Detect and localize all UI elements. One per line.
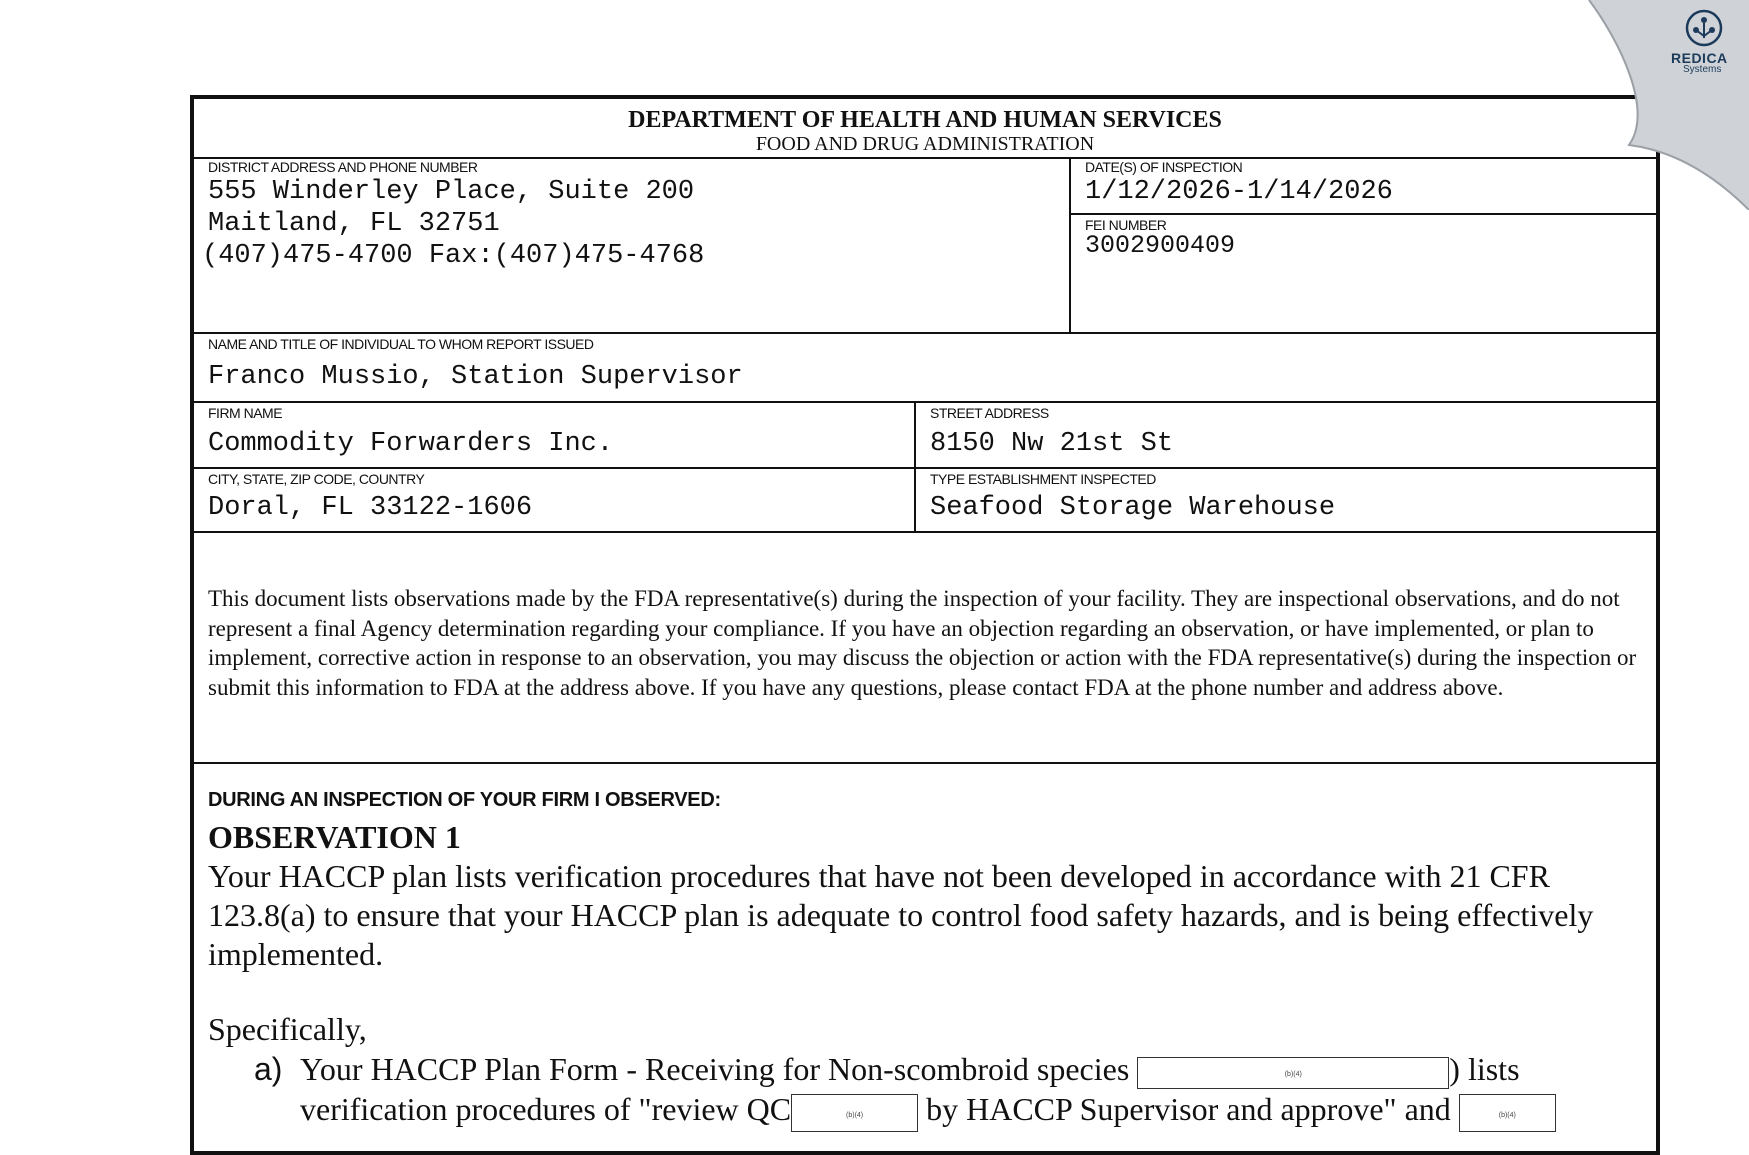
- form-header: [194, 99, 1656, 159]
- item-a-part2: ) lists: [1449, 1051, 1520, 1087]
- recipient-cell: [194, 334, 1656, 401]
- item-a-part3: verification procedures of "review QC: [300, 1091, 792, 1127]
- street-label: STREET ADDRESS: [930, 405, 1049, 421]
- street-cell: [916, 403, 1660, 467]
- redaction-code: (b)(4): [1284, 1071, 1302, 1079]
- specifically-text: Specifically,: [208, 1011, 367, 1047]
- district-line-2: Maitland, FL 32751: [208, 209, 500, 239]
- redaction-code: (b)(4): [1498, 1111, 1516, 1119]
- establishment-value: Seafood Storage Warehouse: [930, 493, 1336, 523]
- observation-title: OBSERVATION 1: [208, 819, 461, 855]
- watermark-sub: Systems: [1683, 64, 1722, 75]
- item-a-part1: Your HACCP Plan Form - Receiving for Non-scombroid species: [300, 1051, 1130, 1087]
- city-label: CITY, STATE, ZIP CODE, COUNTRY: [208, 471, 425, 487]
- observation-text: Your HACCP plan lists verification procedures that have not been developed in accordance with 21 CFR 123.8(a) to ensure that your HACCP plan is adequate to control food safety hazards, and is being effectively implemented.: [208, 858, 1594, 972]
- redaction-box: [1459, 1094, 1556, 1132]
- disclaimer-text: This document lists observations made by the FDA representative(s) during the inspection of your facility. They are inspectional observations, and do not represent a final Agency determination regarding your compliance. If you have an objection regarding an observation, or have implemented, or plan to implement, corrective action in response to an observation, you may discuss the objection or action with the FDA representative(s) during the inspection or submit this information to FDA at the address above. If you have any questions, please contact FDA at the phone number and address above.: [208, 586, 1637, 700]
- district-cell: [194, 157, 1069, 332]
- department-title: DEPARTMENT OF HEALTH AND HUMAN SERVICES: [628, 107, 1222, 133]
- establishment-label: TYPE ESTABLISHMENT INSPECTED: [930, 471, 1156, 487]
- redica-logo-icon: [1684, 8, 1724, 48]
- recipient-value: Franco Mussio, Station Supervisor: [208, 362, 743, 392]
- item-a-part4: by HACCP Supervisor and approve" and: [926, 1091, 1451, 1127]
- fei-label: FEI NUMBER: [1085, 217, 1167, 233]
- fei-cell: [1071, 215, 1660, 332]
- recipient-label: NAME AND TITLE OF INDIVIDUAL TO WHOM REPORT ISSUED: [208, 336, 594, 352]
- city-cell: [194, 469, 914, 531]
- city-value: Doral, FL 33122-1606: [208, 493, 533, 523]
- district-label: DISTRICT ADDRESS AND PHONE NUMBER: [208, 159, 478, 175]
- redaction-code: (b)(4): [846, 1111, 864, 1119]
- observations-heading: DURING AN INSPECTION OF YOUR FIRM I OBSERVED:: [208, 789, 721, 811]
- firm-value: Commodity Forwarders Inc.: [208, 429, 614, 459]
- row-divider: [194, 531, 1656, 533]
- fda-483-form: [190, 95, 1660, 1155]
- observation-item-a: [254, 1049, 1654, 1132]
- redaction-box: [1137, 1057, 1449, 1089]
- street-value: 8150 Nw 21st St: [930, 429, 1174, 459]
- dates-label: DATE(S) OF INSPECTION: [1085, 159, 1243, 175]
- agency-title: FOOD AND DRUG ADMINISTRATION: [755, 133, 1095, 155]
- fei-value: 3002900409: [1085, 231, 1236, 260]
- firm-label: FIRM NAME: [208, 405, 283, 421]
- corner-watermark: [1559, 0, 1749, 210]
- district-line-1: 555 Winderley Place, Suite 200: [208, 177, 695, 207]
- dates-value: 1/12/2026-1/14/2026: [1085, 177, 1393, 207]
- district-line-3: (407)475-4700 Fax:(407)475-4768: [202, 241, 705, 271]
- row-divider: [194, 762, 1656, 764]
- establishment-cell: [916, 469, 1660, 531]
- firm-cell: [194, 403, 914, 467]
- redaction-box: [791, 1094, 918, 1132]
- item-marker: a): [254, 1051, 283, 1087]
- watermark-brand: REDICA: [1671, 50, 1728, 66]
